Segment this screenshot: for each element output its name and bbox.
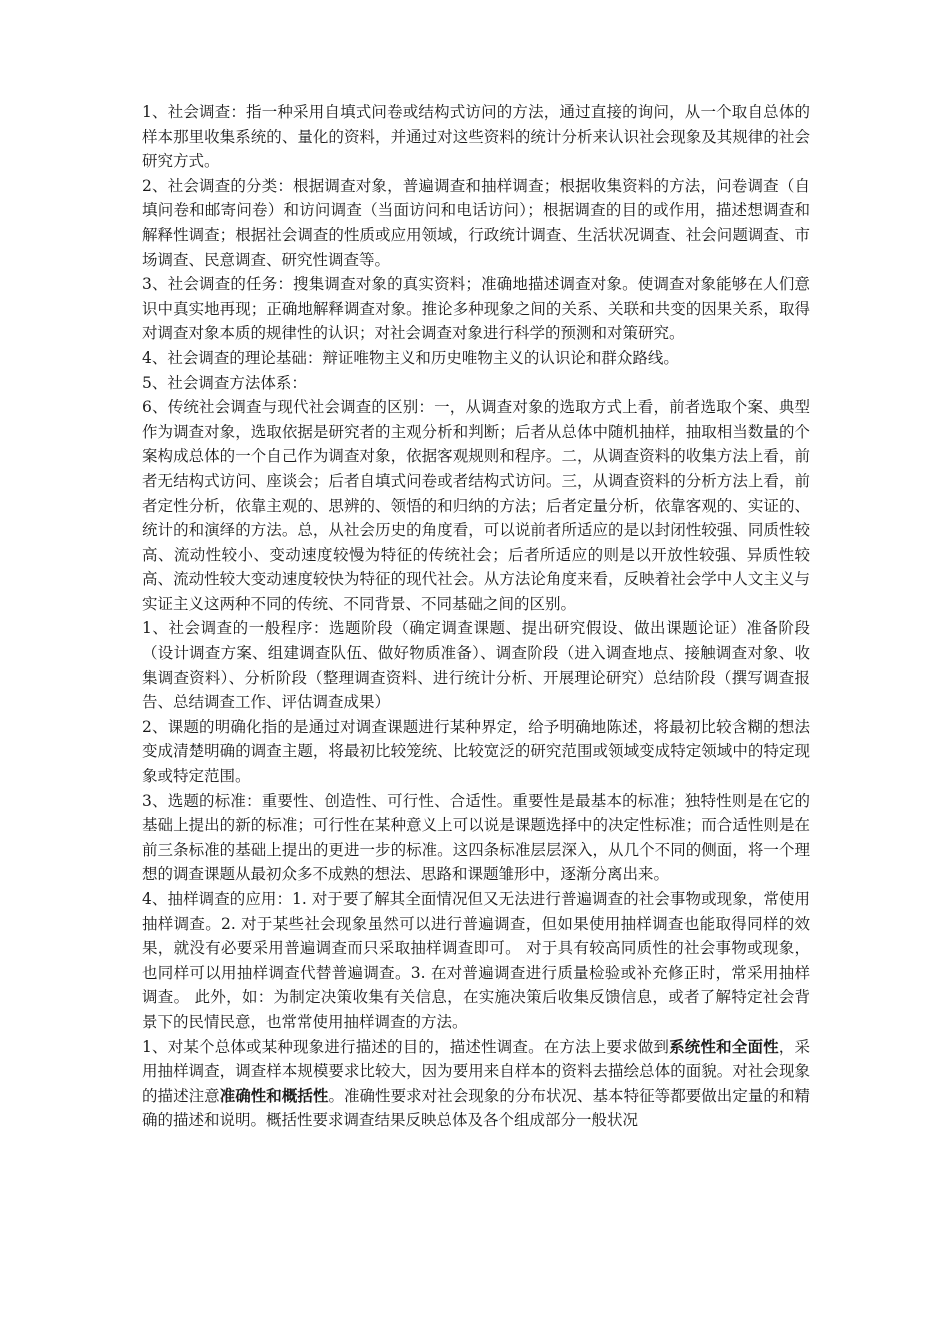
- text-segment: 1、对某个总体或某种现象进行描述的目的，描述性调查。在方法上要求做到: [142, 1037, 670, 1056]
- paragraph-survey-classification: 2、社会调查的分类：根据调查对象，普遍调查和抽样调查；根据收集资料的方法，问卷调查（自填问卷和邮寄问卷）和访问调查（当面访问和电话访问）；根据调查的目的或作用，描述想调查和解释性调查；根据社会调查的性质或应用领域，行政统计调查、生活状况调查、社会问题调查、市场调查、民意调查、研究性调查等。: [142, 176, 810, 269]
- paragraph-descriptive-survey: [142, 1035, 810, 1133]
- paragraph-method-system: 5、社会调查方法体系：: [142, 373, 307, 392]
- paragraph-topic-criteria: 3、选题的标准：重要性、创造性、可行性、合适性。重要性是最基本的标准；独特性则是在它的基础上提出的新的标准；可行性在某种意义上可以说是课题选择中的决定性标准；而合适性则是在前三条标准的基础上提出的更进一步的标准。这四条标准层层深入，从几个不同的侧面，将一个理想的调查课题从最初众多不成熟的想法、思路和课题雏形中，逐渐分离出来。: [142, 791, 810, 884]
- document-page: [142, 100, 810, 1133]
- bold-term: 准确性和概括性: [219, 1085, 329, 1105]
- paragraph-theoretical-basis: 4、社会调查的理论基础：辩证唯物主义和历史唯物主义的认识论和群众路线。: [142, 348, 679, 367]
- paragraph-traditional-vs-modern: 6、传统社会调查与现代社会调查的区别：一，从调查对象的选取方式上看，前者选取个案、典型作为调查对象，选取依据是研究者的主观分析和判断；后者从总体中随机抽样，抽取相当数量的个案构成总体的一个自己作为调查对象，依据客观规则和程序。二，从调查资料的收集方法上看，前者无结构式访问、座谈会；后者自填式问卷或者结构式访问。三，从调查资料的分析方法上看，前者定性分析，依靠主观的、思辨的、领悟的和归纳的方法；后者定量分析，依靠客观的、实证的、统计的和演绎的方法。总，从社会历史的角度看，可以说前者所适应的是以封闭性较强、同质性较高、流动性较小、变动速度较慢为特征的传统社会；后者所适应的则是以开放性较强、异质性较高、流动性较大变动速度较快为特征的现代社会。从方法论角度来看，反映着社会学中人文主义与实证主义这两种不同的传统、不同背景、不同基础之间的区别。: [142, 398, 810, 613]
- text-segment: 。准确性要求对社会现象的分布状况、基本特征等都要做出定量的和精确的描述和说明。概括性要求调查结果反映总体及各个组成部分一般状况: [142, 1086, 810, 1130]
- paragraph-general-procedure: 1、社会调查的一般程序：选题阶段（确定调查课题、提出研究假设、做出课题论证）准备阶段（设计调查方案、组建调查队伍、做好物质准备）、调查阶段（进入调查地点、接触调查对象、收集调查资料）、分析阶段（整理调查资料、进行统计分析、开展理论研究）总结阶段（撰写调查报告、总结调查工作、评估调查成果）: [142, 619, 810, 712]
- text-segment: ，采用抽样调查，调查样本规模要求比较大，因为要用来自样本的资料去描绘总体的面貌。对社会现象的描述注意: [142, 1037, 810, 1105]
- paragraph-sampling-application: 4、抽样调查的应用：1. 对于要了解其全面情况但又无法进行普遍调查的社会事物或现象，常使用抽样调查。2. 对于某些社会现象虽然可以进行普遍调查，但如果使用抽样调查也能取得同样的效果，就没有必要采用普遍调查而只采取抽样调查即可。 对于具有较高同质性的社会事物或现象，也同样可以用抽样调查代替普遍调查。3. 在对普遍调查进行质量检验或补充修正时，常采用抽样调查。 此外，如：为制定决策收集有关信息，在实施决策后收集反馈信息，或者了解特定社会背景下的民情民意，也常常使用抽样调查的方法。: [142, 890, 810, 1031]
- paragraph-survey-tasks: 3、社会调查的任务：搜集调查对象的真实资料；准确地描述调查对象。使调查对象能够在人们意识中真实地再现；正确地解释调查对象。推论多种现象之间的关系、关联和共变的因果关系，取得对调查对象本质的规律性的认识；对社会调查对象进行科学的预测和对策研究。: [142, 275, 810, 343]
- paragraph-social-survey-definition: 1、社会调查：指一种采用自填式问卷或结构式访问的方法，通过直接的询问，从一个取自总体的样本那里收集系统的、量化的资料，并通过对这些资料的统计分析来认识社会现象及其规律的社会研究方式。: [142, 103, 810, 171]
- paragraph-topic-clarification: 2、课题的明确化指的是通过对调查课题进行某种界定，给予明确地陈述，将最初比较含糊的想法变成清楚明确的调查主题，将最初比较笼统、比较宽泛的研究范围或领域变成特定领域中的特定现象或特定范围。: [142, 717, 810, 786]
- bold-term: 系统性和全面性: [669, 1036, 779, 1056]
